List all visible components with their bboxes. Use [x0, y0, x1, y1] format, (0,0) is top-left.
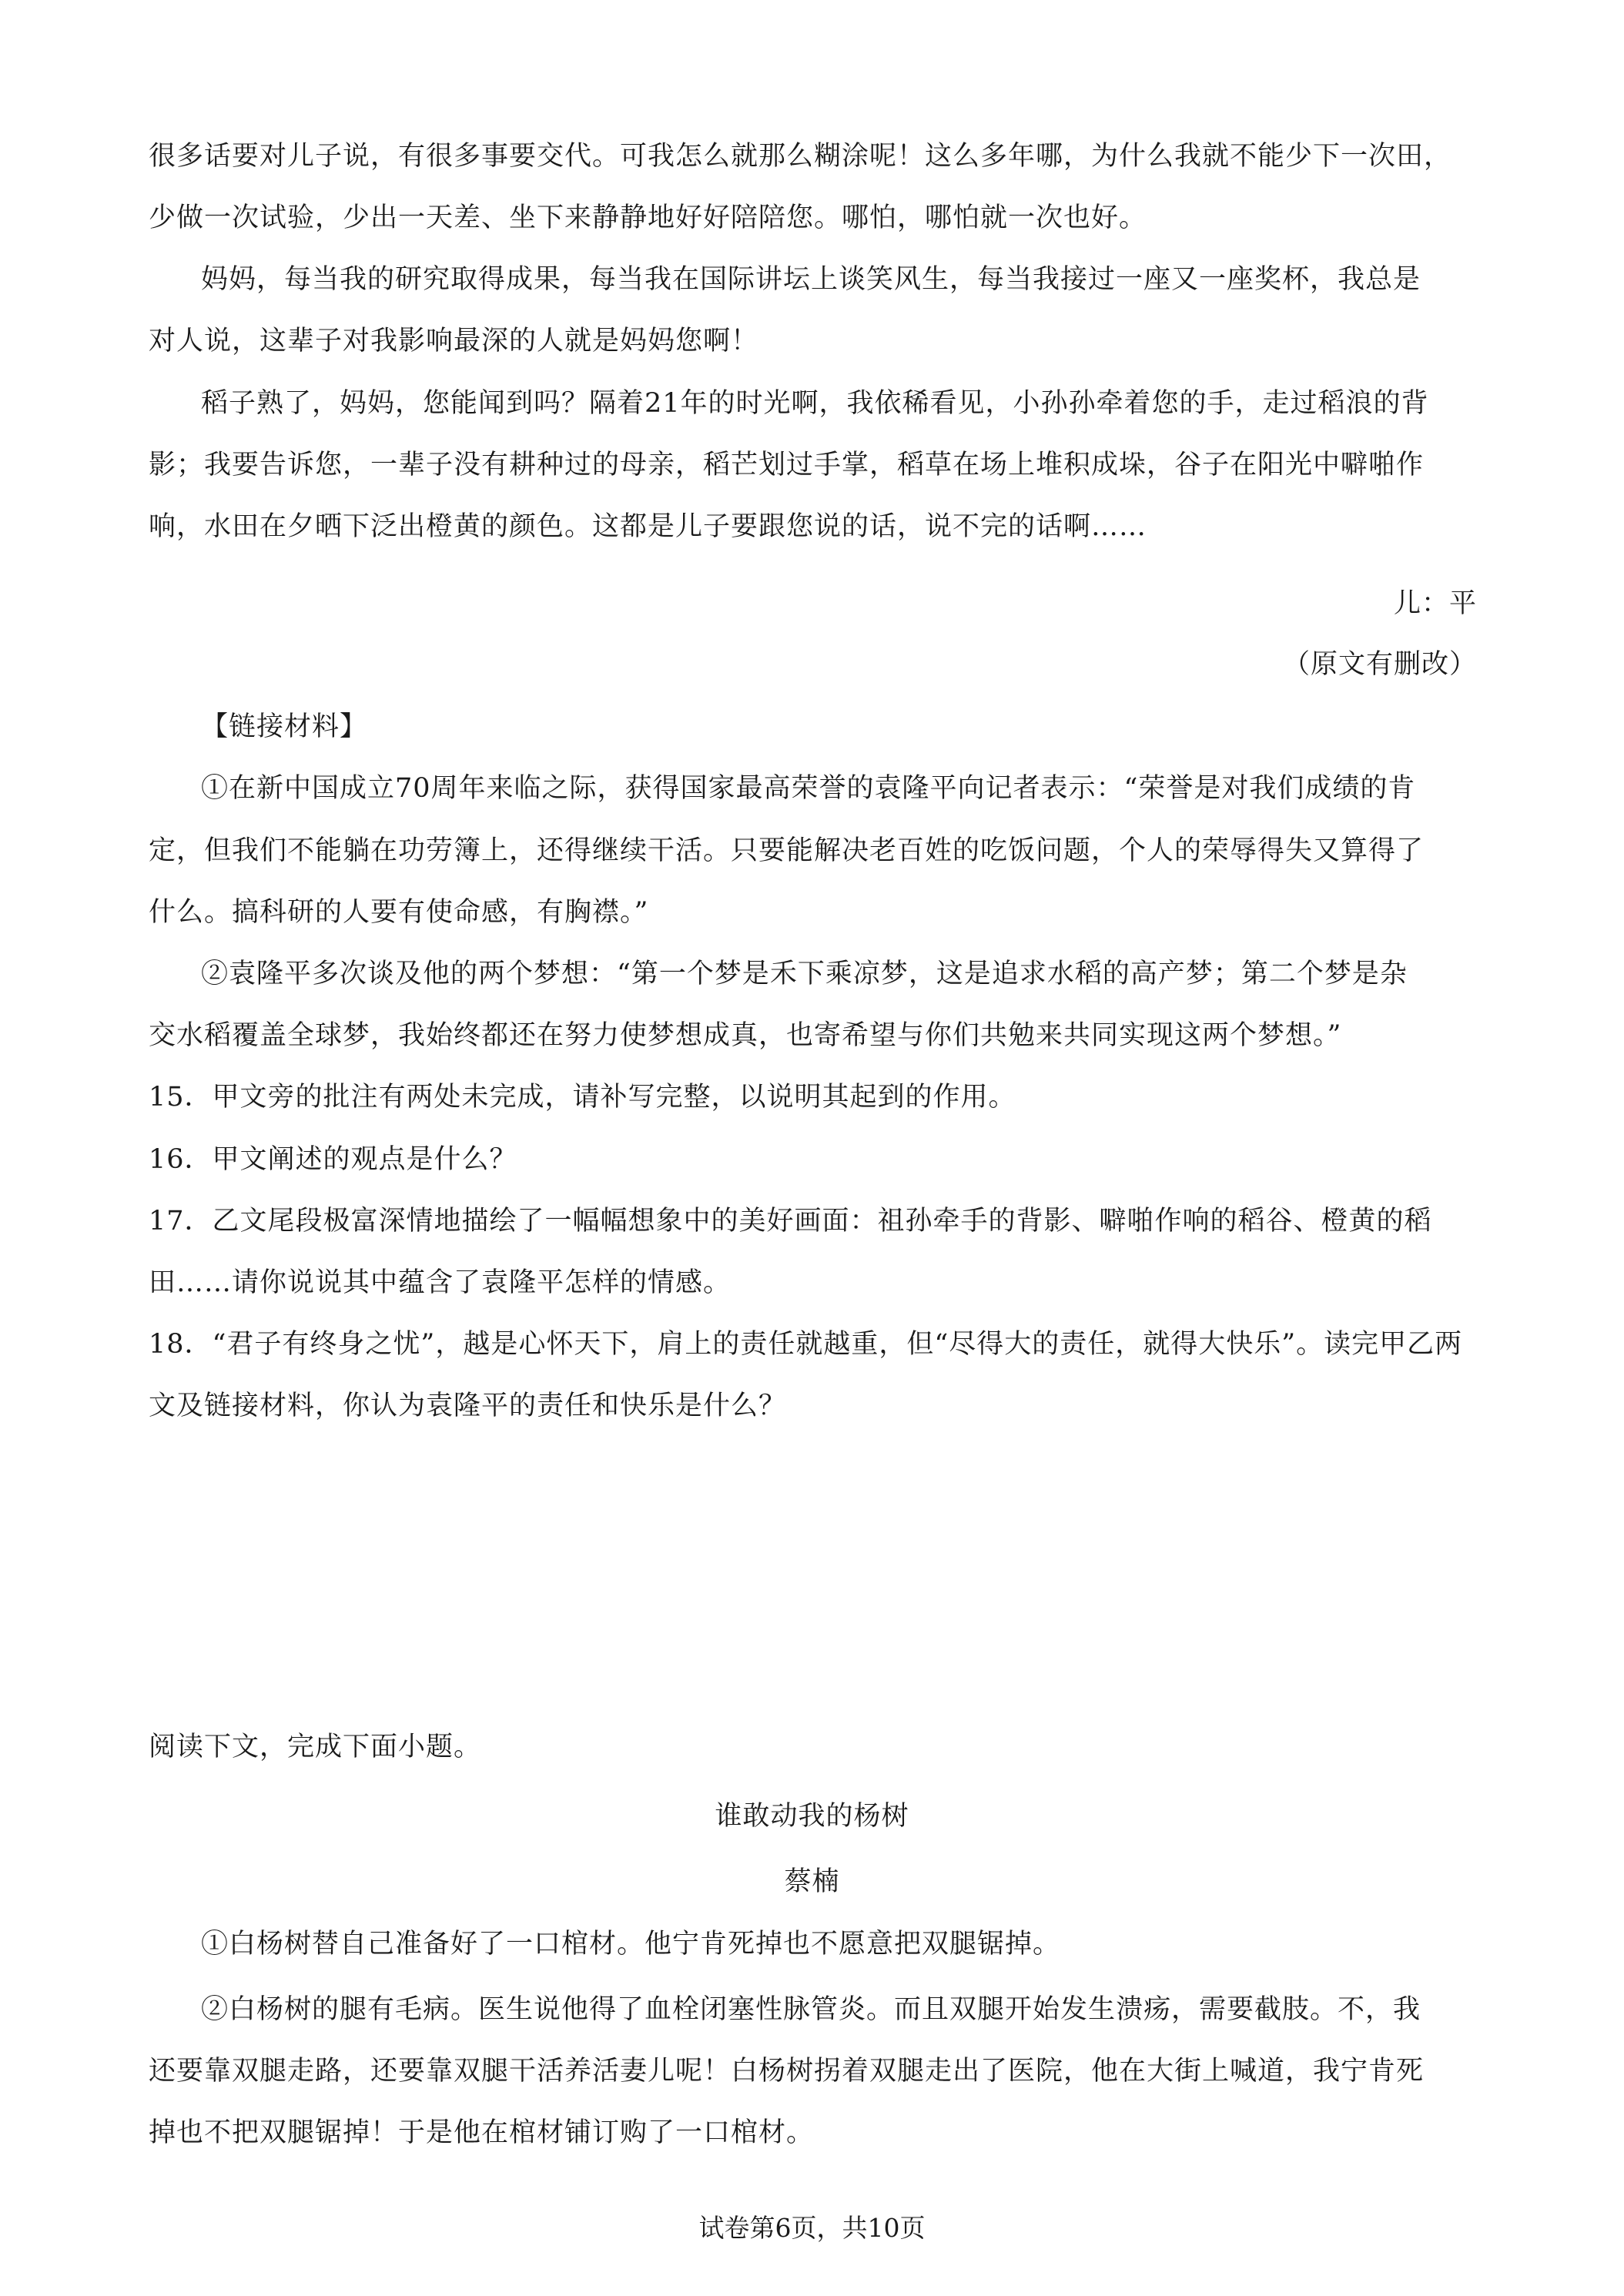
paragraph-line: 对人说，这辈子对我影响最深的人就是妈妈您啊！ [149, 326, 759, 356]
question-18-cont: 文及链接材料，你认为袁隆平的责任和快乐是什么？ [149, 1391, 787, 1421]
article-title: 谁敢动我的杨树 [715, 1801, 909, 1832]
reading-instruction: 阅读下文，完成下面小题。 [149, 1732, 482, 1762]
paragraph-line: 影；我要告诉您，一辈子没有耕种过的母亲，稻芒划过手掌，稻草在场上堆积成垛，谷子在阳光中噼啪作 [149, 450, 1425, 480]
question-16: 16．甲文阐述的观点是什么？ [149, 1144, 517, 1175]
article-line: 掉也不把双腿锯掉！于是他在棺材铺订购了一口棺材。 [149, 2117, 815, 2148]
paragraph-line: 少做一次试验，少出一天差、坐下来静静地好好陪陪您。哪怕，哪怕就一次也好。 [149, 202, 1147, 233]
question-18: 18．“君子有终身之忧”，越是心怀天下，肩上的责任就越重，但“尽得大的责任，就得大快乐”。读完甲乙两 [149, 1329, 1463, 1360]
source-note: （原文有删改） [1282, 649, 1477, 680]
material-line: 交水稻覆盖全球梦，我始终都还在努力使梦想成真，也寄希望与你们共勉来共同实现这两个梦想。” [149, 1020, 1342, 1051]
material-line: ②袁隆平多次谈及他的两个梦想：“第一个梦是禾下乘凉梦，这是追求水稻的高产梦；第二个梦是杂 [201, 959, 1408, 989]
material-line: ①在新中国成立70周年来临之际，获得国家最高荣誉的袁隆平向记者表示：“荣誉是对我们成绩的肯 [201, 773, 1416, 804]
question-17: 17．乙文尾段极富深情地描绘了一幅幅想象中的美好画面：祖孙牵手的背影、噼啪作响的稻谷、橙黄的稻 [149, 1206, 1432, 1237]
question-15: 15．甲文旁的批注有两处未完成，请补写完整，以说明其起到的作用。 [149, 1082, 1016, 1113]
material-line: 什么。搞科研的人要有使命感，有胸襟。” [149, 897, 649, 928]
material-line: 定，但我们不能躺在功劳簿上，还得继续干活。只要能解决老百姓的吃饭问题，个人的荣辱得失又算得了 [149, 835, 1425, 866]
paragraph-line: 妈妈，每当我的研究取得成果，每当我在国际讲坛上谈笑风生，每当我接过一座又一座奖杯，我总是 [201, 264, 1421, 295]
article-line: 还要靠双腿走路，还要靠双腿干活养活妻儿呢！白杨树拐着双腿走出了医院，他在大街上喊道，我宁肯死 [149, 2056, 1425, 2087]
article-author: 蔡楠 [784, 1866, 840, 1897]
paragraph-line: 很多话要对儿子说，有很多事要交代。可我怎么就那么糊涂呢！这么多年哪，为什么我就不能少下一次田， [149, 141, 1452, 172]
letter-signature: 儿：平 [1393, 588, 1477, 619]
paragraph-line: 稻子熟了，妈妈，您能闻到吗？隔着21年的时光啊，我依稀看见，小孙孙牵着您的手，走过稻浪的背 [201, 388, 1429, 419]
article-line: ②白杨树的腿有毛病。医生说他得了血栓闭塞性脉管炎。而且双腿开始发生溃疡，需要截肢。不，我 [201, 1994, 1421, 2025]
question-17-cont: 田……请你说说其中蕴含了袁隆平怎样的情感。 [149, 1267, 732, 1298]
article-line: ①白杨树替自己准备好了一口棺材。他宁肯死掉也不愿意把双腿锯掉。 [201, 1929, 1061, 1960]
paragraph-line: 响，水田在夕晒下泛出橙黄的颜色。这都是儿子要跟您说的话，说不完的话啊…… [149, 511, 1147, 542]
page-footer: 试卷第6页，共10页 [698, 2213, 926, 2243]
section-heading: 【链接材料】 [201, 711, 368, 742]
